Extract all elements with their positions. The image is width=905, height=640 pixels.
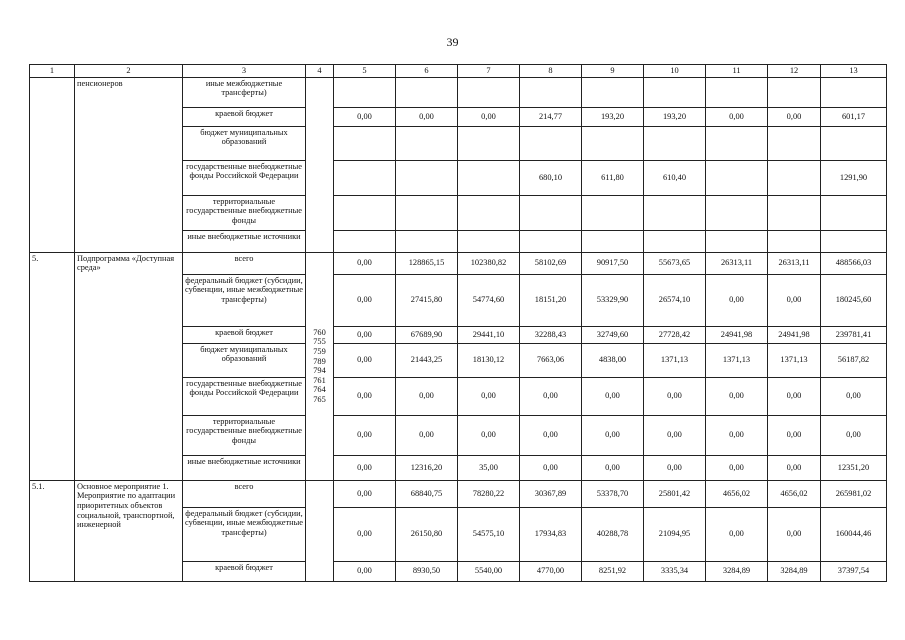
value-cell: 5540,00 bbox=[458, 561, 520, 581]
value-cell bbox=[582, 77, 644, 107]
column-number-header: 6 bbox=[396, 65, 458, 78]
value-cell bbox=[520, 126, 582, 160]
value-cell: 1371,13 bbox=[768, 343, 821, 377]
value-cell: 0,00 bbox=[644, 415, 706, 455]
value-cell bbox=[520, 195, 582, 230]
value-cell: 0,00 bbox=[706, 377, 768, 415]
value-cell bbox=[334, 195, 396, 230]
value-cell bbox=[396, 77, 458, 107]
value-cell: 0,00 bbox=[334, 326, 396, 343]
funding-source-cell: иные межбюджетные трансферты) bbox=[183, 77, 306, 107]
value-cell: 0,00 bbox=[706, 455, 768, 480]
value-cell: 610,40 bbox=[644, 160, 706, 195]
value-cell: 24941,98 bbox=[706, 326, 768, 343]
value-cell: 4838,00 bbox=[582, 343, 644, 377]
value-cell: 25801,42 bbox=[644, 480, 706, 507]
value-cell bbox=[334, 230, 396, 252]
value-cell bbox=[768, 195, 821, 230]
funding-source-cell: краевой бюджет bbox=[183, 107, 306, 126]
value-cell: 26574,10 bbox=[644, 274, 706, 326]
value-cell: 78280,22 bbox=[458, 480, 520, 507]
value-cell bbox=[768, 160, 821, 195]
value-cell bbox=[821, 195, 887, 230]
column-number-header: 7 bbox=[458, 65, 520, 78]
value-cell: 0,00 bbox=[396, 415, 458, 455]
value-cell: 26313,11 bbox=[768, 252, 821, 274]
value-cell: 90917,50 bbox=[582, 252, 644, 274]
value-cell: 0,00 bbox=[334, 455, 396, 480]
value-cell: 0,00 bbox=[520, 455, 582, 480]
value-cell: 0,00 bbox=[706, 415, 768, 455]
value-cell: 0,00 bbox=[334, 561, 396, 581]
value-cell: 0,00 bbox=[458, 415, 520, 455]
value-cell: 0,00 bbox=[644, 377, 706, 415]
value-cell: 0,00 bbox=[334, 343, 396, 377]
value-cell bbox=[644, 77, 706, 107]
value-cell: 55673,65 bbox=[644, 252, 706, 274]
value-cell: 128865,15 bbox=[396, 252, 458, 274]
value-cell: 7663,06 bbox=[520, 343, 582, 377]
value-cell: 0,00 bbox=[768, 274, 821, 326]
value-cell: 3284,89 bbox=[706, 561, 768, 581]
value-cell: 0,00 bbox=[458, 377, 520, 415]
value-cell: 0,00 bbox=[334, 480, 396, 507]
value-cell bbox=[821, 126, 887, 160]
value-cell: 32749,60 bbox=[582, 326, 644, 343]
value-cell: 0,00 bbox=[334, 415, 396, 455]
index-cell: 5.1. bbox=[30, 480, 75, 581]
funding-source-cell: бюджет муниципальных образований bbox=[183, 126, 306, 160]
value-cell bbox=[706, 77, 768, 107]
funding-source-cell: краевой бюджет bbox=[183, 326, 306, 343]
value-cell: 0,00 bbox=[768, 455, 821, 480]
value-cell: 53329,90 bbox=[582, 274, 644, 326]
value-cell: 265981,02 bbox=[821, 480, 887, 507]
value-cell bbox=[458, 230, 520, 252]
value-cell: 8930,50 bbox=[396, 561, 458, 581]
value-cell: 4656,02 bbox=[768, 480, 821, 507]
value-cell: 611,80 bbox=[582, 160, 644, 195]
value-cell: 680,10 bbox=[520, 160, 582, 195]
program-name-cell: Основное мероприятие 1. Мероприятие по адаптации приоритетных объектов социальной, транспортной, инженерной bbox=[75, 480, 183, 581]
value-cell bbox=[334, 77, 396, 107]
column-number-header: 2 bbox=[75, 65, 183, 78]
table-row bbox=[30, 480, 887, 507]
value-cell: 1371,13 bbox=[706, 343, 768, 377]
value-cell: 0,00 bbox=[396, 377, 458, 415]
value-cell: 601,17 bbox=[821, 107, 887, 126]
value-cell: 214,77 bbox=[520, 107, 582, 126]
value-cell bbox=[768, 77, 821, 107]
value-cell: 0,00 bbox=[520, 415, 582, 455]
value-cell bbox=[458, 77, 520, 107]
code-cell: 760 755 759 789 794 761 764 765 bbox=[306, 252, 334, 480]
value-cell bbox=[644, 230, 706, 252]
column-number-header: 3 bbox=[183, 65, 306, 78]
value-cell bbox=[396, 126, 458, 160]
value-cell: 21443,25 bbox=[396, 343, 458, 377]
column-number-header: 9 bbox=[582, 65, 644, 78]
funding-source-cell: федеральный бюджет (субсидии, субвенции, иные межбюджетные трансферты) bbox=[183, 274, 306, 326]
table-row bbox=[30, 77, 887, 107]
value-cell: 0,00 bbox=[821, 377, 887, 415]
page-number: 39 bbox=[446, 35, 459, 49]
column-number-header: 12 bbox=[768, 65, 821, 78]
funding-source-cell: территориальные государственные внебюджетные фонды bbox=[183, 195, 306, 230]
funding-source-cell: иные внебюджетные источники bbox=[183, 455, 306, 480]
funding-source-cell: бюджет муниципальных образований bbox=[183, 343, 306, 377]
value-cell: 40288,78 bbox=[582, 507, 644, 561]
index-cell bbox=[30, 77, 75, 252]
funding-source-cell: иные внебюджетные источники bbox=[183, 230, 306, 252]
value-cell: 27415,80 bbox=[396, 274, 458, 326]
value-cell: 58102,69 bbox=[520, 252, 582, 274]
value-cell: 68840,75 bbox=[396, 480, 458, 507]
value-cell: 0,00 bbox=[334, 107, 396, 126]
value-cell: 0,00 bbox=[768, 507, 821, 561]
value-cell: 12316,20 bbox=[396, 455, 458, 480]
value-cell: 53378,70 bbox=[582, 480, 644, 507]
value-cell bbox=[334, 126, 396, 160]
funding-source-cell: краевой бюджет bbox=[183, 561, 306, 581]
value-cell: 0,00 bbox=[706, 507, 768, 561]
value-cell: 0,00 bbox=[396, 107, 458, 126]
column-number-header: 10 bbox=[644, 65, 706, 78]
table-row bbox=[30, 252, 887, 274]
value-cell: 0,00 bbox=[768, 377, 821, 415]
value-cell: 8251,92 bbox=[582, 561, 644, 581]
funding-source-cell: всего bbox=[183, 252, 306, 274]
value-cell: 67689,90 bbox=[396, 326, 458, 343]
value-cell bbox=[520, 77, 582, 107]
value-cell bbox=[821, 230, 887, 252]
value-cell: 4656,02 bbox=[706, 480, 768, 507]
value-cell bbox=[644, 126, 706, 160]
value-cell bbox=[520, 230, 582, 252]
value-cell: 30367,89 bbox=[520, 480, 582, 507]
value-cell: 0,00 bbox=[334, 252, 396, 274]
value-cell bbox=[582, 126, 644, 160]
value-cell: 29441,10 bbox=[458, 326, 520, 343]
value-cell bbox=[582, 230, 644, 252]
funding-source-cell: федеральный бюджет (субсидии, субвенции, иные межбюджетные трансферты) bbox=[183, 507, 306, 561]
value-cell: 37397,54 bbox=[821, 561, 887, 581]
value-cell: 160044,46 bbox=[821, 507, 887, 561]
program-name-cell: пенсионеров bbox=[75, 77, 183, 252]
value-cell: 26150,80 bbox=[396, 507, 458, 561]
value-cell: 4770,00 bbox=[520, 561, 582, 581]
value-cell: 488566,03 bbox=[821, 252, 887, 274]
program-name-cell: Подпрограмма «Доступная среда» bbox=[75, 252, 183, 480]
value-cell: 3284,89 bbox=[768, 561, 821, 581]
value-cell bbox=[706, 195, 768, 230]
value-cell bbox=[644, 195, 706, 230]
value-cell: 21094,95 bbox=[644, 507, 706, 561]
value-cell: 1371,13 bbox=[644, 343, 706, 377]
value-cell bbox=[582, 195, 644, 230]
value-cell: 27728,42 bbox=[644, 326, 706, 343]
value-cell: 239781,41 bbox=[821, 326, 887, 343]
value-cell: 0,00 bbox=[644, 455, 706, 480]
value-cell: 54575,10 bbox=[458, 507, 520, 561]
funding-source-cell: государственные внебюджетные фонды Российской Федерации bbox=[183, 160, 306, 195]
value-cell: 24941,98 bbox=[768, 326, 821, 343]
value-cell bbox=[458, 160, 520, 195]
column-number-header: 8 bbox=[520, 65, 582, 78]
budget-table bbox=[29, 64, 887, 582]
value-cell: 102380,82 bbox=[458, 252, 520, 274]
column-number-header: 5 bbox=[334, 65, 396, 78]
value-cell bbox=[334, 160, 396, 195]
value-cell: 12351,20 bbox=[821, 455, 887, 480]
value-cell: 0,00 bbox=[582, 415, 644, 455]
value-cell bbox=[458, 126, 520, 160]
value-cell: 0,00 bbox=[334, 377, 396, 415]
code-cell bbox=[306, 480, 334, 581]
column-number-header: 1 bbox=[30, 65, 75, 78]
value-cell: 18151,20 bbox=[520, 274, 582, 326]
value-cell bbox=[706, 126, 768, 160]
value-cell: 193,20 bbox=[644, 107, 706, 126]
value-cell bbox=[821, 77, 887, 107]
value-cell: 0,00 bbox=[706, 274, 768, 326]
value-cell: 180245,60 bbox=[821, 274, 887, 326]
column-number-header: 4 bbox=[306, 65, 334, 78]
value-cell: 0,00 bbox=[768, 107, 821, 126]
value-cell bbox=[768, 230, 821, 252]
value-cell: 54774,60 bbox=[458, 274, 520, 326]
value-cell: 32288,43 bbox=[520, 326, 582, 343]
funding-source-cell: всего bbox=[183, 480, 306, 507]
value-cell bbox=[706, 230, 768, 252]
funding-source-cell: государственные внебюджетные фонды Российской Федерации bbox=[183, 377, 306, 415]
value-cell: 0,00 bbox=[334, 507, 396, 561]
code-cell bbox=[306, 77, 334, 252]
value-cell bbox=[396, 195, 458, 230]
value-cell bbox=[458, 195, 520, 230]
value-cell: 3335,34 bbox=[644, 561, 706, 581]
value-cell: 56187,82 bbox=[821, 343, 887, 377]
value-cell: 0,00 bbox=[582, 377, 644, 415]
index-cell: 5. bbox=[30, 252, 75, 480]
value-cell: 26313,11 bbox=[706, 252, 768, 274]
value-cell: 0,00 bbox=[582, 455, 644, 480]
value-cell: 0,00 bbox=[334, 274, 396, 326]
funding-source-cell: территориальные государственные внебюджетные фонды bbox=[183, 415, 306, 455]
value-cell bbox=[768, 126, 821, 160]
value-cell: 17934,83 bbox=[520, 507, 582, 561]
value-cell: 0,00 bbox=[821, 415, 887, 455]
value-cell bbox=[396, 160, 458, 195]
value-cell: 35,00 bbox=[458, 455, 520, 480]
value-cell: 0,00 bbox=[706, 107, 768, 126]
value-cell: 0,00 bbox=[458, 107, 520, 126]
value-cell: 0,00 bbox=[520, 377, 582, 415]
value-cell: 1291,90 bbox=[821, 160, 887, 195]
column-number-row bbox=[30, 65, 887, 78]
column-number-header: 11 bbox=[706, 65, 768, 78]
value-cell: 18130,12 bbox=[458, 343, 520, 377]
value-cell bbox=[706, 160, 768, 195]
value-cell bbox=[396, 230, 458, 252]
value-cell: 193,20 bbox=[582, 107, 644, 126]
column-number-header: 13 bbox=[821, 65, 887, 78]
value-cell: 0,00 bbox=[768, 415, 821, 455]
